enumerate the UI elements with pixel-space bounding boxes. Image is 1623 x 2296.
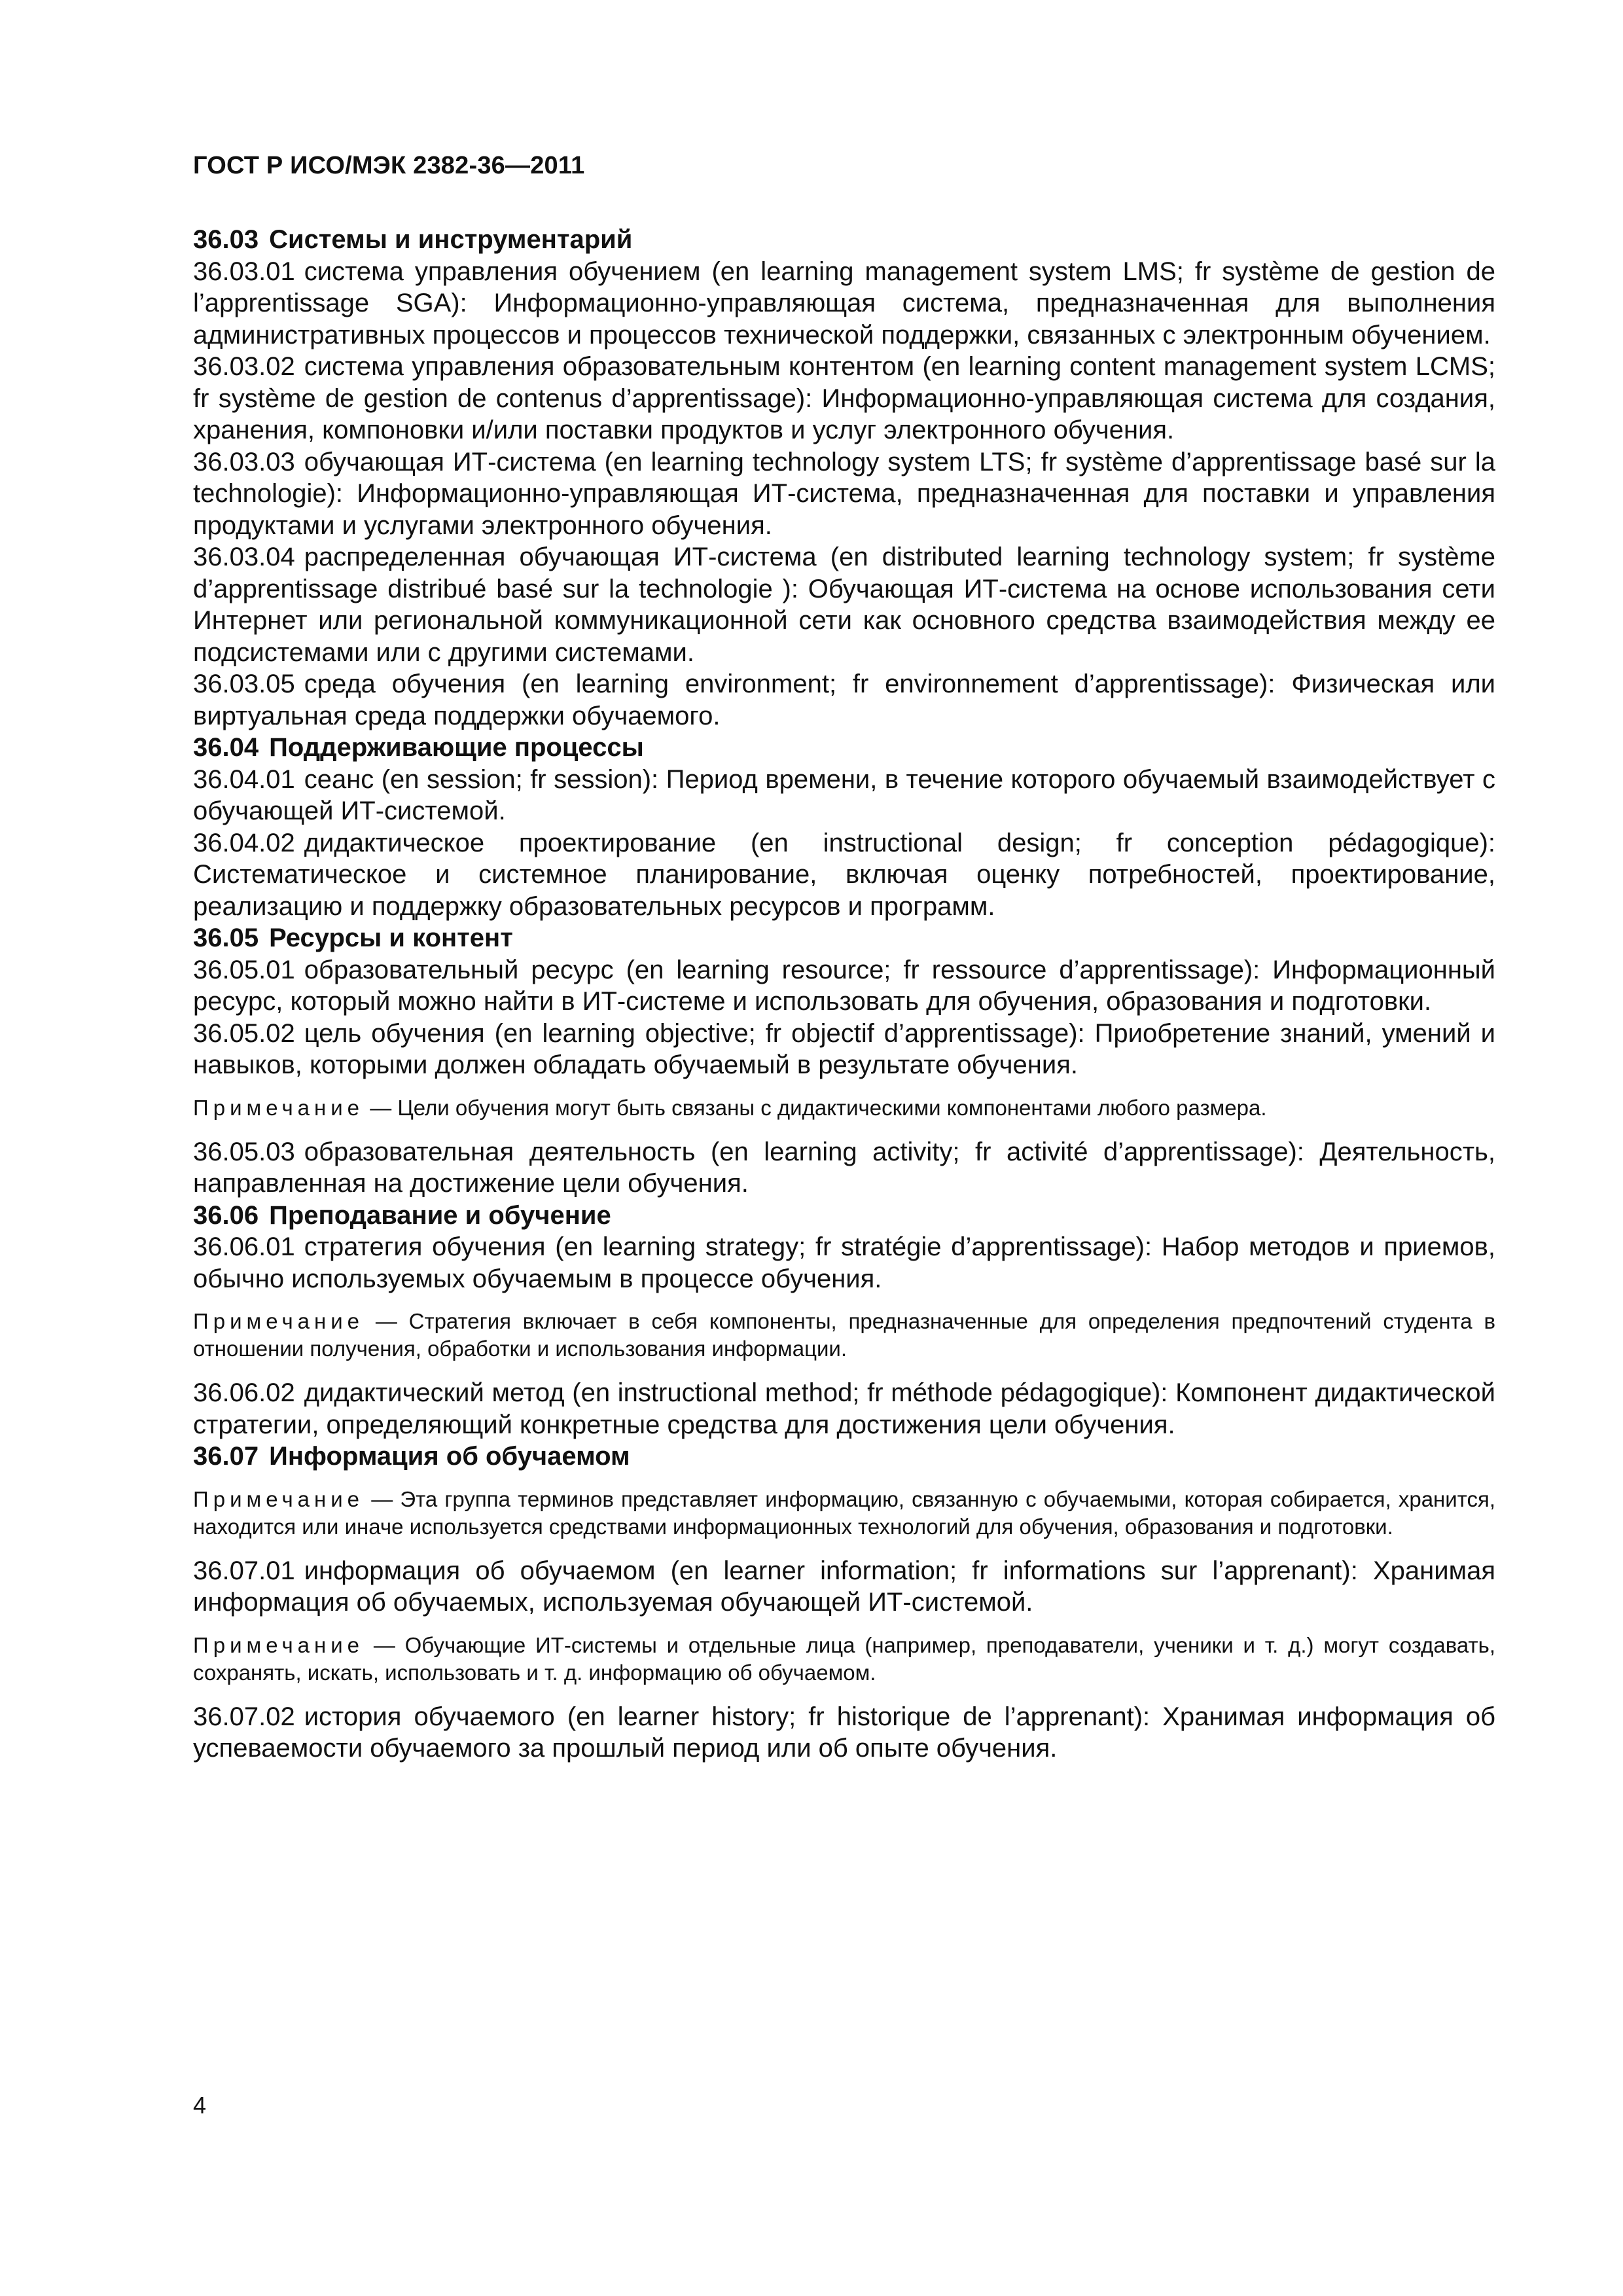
term-entry: 36.04.02 дидактическое проектирование (en instructional design; fr conception pédagogique): Систематическое и системное планирование, включая оценку потребностей, проектирование, реализацию и поддержку образовательных ресурсов и программ. (193, 828, 1495, 921)
term-entry: 36.05.01 образовательный ресурс (en learning resource; fr ressource d’apprentissage): Информационный ресурс, который можно найти в ИТ-системе и использовать для обучения, образования и подготовки. (193, 955, 1495, 1016)
note: Примечание — Обучающие ИТ-системы и отдельные лица (например, преподаватели, ученики и т. д.) могут создавать, сохранять, искать, использовать и т. д. информацию об обучаемом. (193, 1632, 1495, 1685)
note: Примечание — Цели обучения могут быть связаны с дидактическими компонентами любого размера. (193, 1095, 1267, 1120)
note: Примечание — Стратегия включает в себя компоненты, предназначенные для определения предпочтений студента в отношении получения, обработки и использования информации. (193, 1309, 1495, 1361)
section-heading: 36.05 Ресурсы и контент (193, 924, 513, 952)
term-entry: 36.03.03 обучающая ИТ-система (en learning technology system LTS; fr système d’apprentissage basé sur la technologie): Информационно-управляющая ИТ-система, предназначенная для поставки и управления продуктами и услугами электронного обучения. (193, 447, 1495, 540)
section-heading: 36.06 Преподавание и обучение (193, 1200, 611, 1230)
section-heading: 36.07 Информация об обучаемом (193, 1442, 630, 1471)
term-entry: 36.05.03 образовательная деятельность (en learning activity; fr activité d’apprentissage): Деятельность, направленная на достижение цели обучения. (193, 1137, 1495, 1198)
term-entry: 36.06.01 стратегия обучения (en learning strategy; fr stratégie d’apprentissage): Набор методов и приемов, обычно используемых обучаемым в процессе обучения. (193, 1232, 1495, 1293)
term-entry: 36.03.04 распределенная обучающая ИТ-система (en distributed learning technology system; fr système d’apprentissage distribué basé sur la technologie ): Обучающая ИТ-система на основе использования сети Интернет или региональной коммуникационной сети как основного средства взаимодействия между ее подсистемами или с другими системами. (193, 543, 1495, 667)
term-entry: 36.04.01 сеанс (en session; fr session): Период времени, в течение которого обучаемый взаимодействует с обучающей ИТ-системой. (193, 764, 1495, 825)
term-entry: 36.06.02 дидактический метод (en instructional method; fr méthode pédagogique): Компонент дидактической стратегии, определяющий конкретные средства для достижения цели обучения. (193, 1378, 1495, 1439)
term-entry: 36.07.02 история обучаемого (en learner history; fr historique de l’apprenant): Хранимая информация об успеваемости обучаемого за прошлый период или об опыте обучения. (193, 1702, 1495, 1763)
term-entry: 36.07.01 информация об обучаемом (en learner information; fr informations sur l’apprenant): Хранимая информация об обучаемых, используемая обучающей ИТ-системой. (193, 1556, 1495, 1617)
document-header: ГОСТ Р ИСО/МЭК 2382-36—2011 (193, 152, 585, 179)
term-entry: 36.05.02 цель обучения (en learning objective; fr objectif d’apprentissage): Приобретение знаний, умений и навыков, которыми должен обладать обучаемый в результате обучения. (193, 1018, 1495, 1079)
document-body (193, 224, 1495, 1765)
note: Примечание — Эта группа терминов представляет информацию, связанную с обучаемыми, которая собирается, хранится, находится или иначе используется средствами информационных технологий для обучения, образования и подготовки. (193, 1486, 1495, 1539)
term-entry: 36.03.02 система управления образовательным контентом (en learning content management system LCMS; fr système de gestion de contenus d’apprentissage): Информационно-управляющая система для создания, хранения, компоновки и/или поставки продуктов и услуг электронного обучения. (193, 352, 1495, 444)
term-entry: 36.03.05 среда обучения (en learning environment; fr environnement d’apprentissage): Физическая или виртуальная среда поддержки обучаемого. (193, 670, 1495, 730)
term-entry: 36.03.01 система управления обучением (en learning management system LMS; fr système de gestion de l’apprentissage SGA): Информационно-управляющая система, предназначенная для выполнения административных процессов и процессов технической поддержки, связанных с электронным обучением. (193, 257, 1495, 350)
section-heading: 36.03 Системы и инструментарий (193, 225, 633, 254)
page-number: 4 (193, 2092, 207, 2119)
section-heading: 36.04 Поддерживающие процессы (193, 733, 644, 762)
